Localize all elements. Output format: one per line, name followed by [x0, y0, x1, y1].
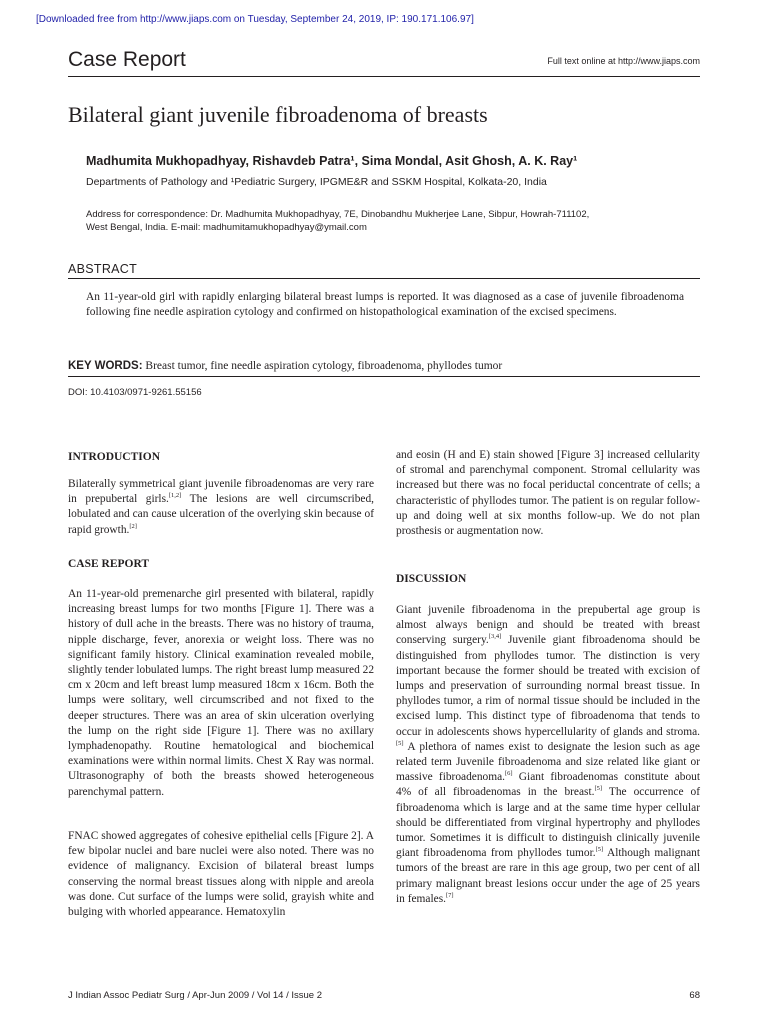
citation[interactable]: [1,2] [168, 492, 182, 500]
discussion-text: A plethora of names exist to designate the lesion such as age related term Juvenile fibroadenoma and size related like giant or massive fibroadenoma. [396, 740, 700, 784]
page-number: 68 [689, 990, 700, 1001]
introduction-paragraph [68, 477, 374, 538]
download-notice: [Downloaded free from http://www.jiaps.com on Tuesday, September 24, 2019, IP: 190.171.106.97] [36, 14, 474, 25]
citation[interactable]: [5] [594, 785, 603, 793]
abstract-heading: ABSTRACT [68, 262, 138, 276]
intro-text-2: The lesions are well circumscribed, lobulated and can cause ulceration of the overlying skin because of rapid growth. [68, 493, 374, 536]
case-paragraph-3: and eosin (H and E) stain showed [Figure 3] increased cellularity of stromal and parenchymal component. Stromal cellularity was increased but there was no focal periductal concentrate of cells; a characteristic of phyllodes tumor. The patient is on regular follow-up and doing well at six months follow-up. We do not plan prosthesis or augmentation now. [396, 449, 700, 538]
address-line-1: Address for correspondence: Dr. Madhumita Mukhopadhyay, 7E, Dinobandhu Mukherjee Lane, Sibpur, Howrah-711102, [86, 209, 590, 220]
citation[interactable]: [5] [595, 846, 604, 854]
affiliation: Departments of Pathology and ¹Pediatric Surgery, IPGME&R and SSKM Hospital, Kolkata-20, India [86, 176, 547, 188]
citation[interactable]: [3,4] [488, 633, 502, 641]
discussion-text: The occurrence of fibroadenoma which is large and at the same time hyper cellular should be differentiated from virginal hypertrophy and phyllodes tumor. Sometimes it is difficult to distinguish clinically juvenile giant fibroadenoma from phyllodes tumor. [396, 786, 700, 860]
doi: DOI: 10.4103/0971-9261.55156 [68, 387, 202, 398]
article-title: Bilateral giant juvenile fibroadenoma of breasts [68, 102, 488, 127]
discussion-text: Giant fibroadenomas constitute about 4% of all fibroadenomas in the breast. [396, 771, 701, 799]
keywords [68, 360, 502, 372]
citation[interactable]: [6] [505, 770, 513, 778]
discussion-heading: DISCUSSION [396, 573, 467, 585]
abstract-text: An 11-year-old girl with rapidly enlarging bilateral breast lumps is reported. It was diagnosed as a case of juvenile fibroadenoma following fine needle aspiration cytology and confirmed on histopathological examination of the excised specimens. [86, 291, 684, 319]
discussion-text: Giant juvenile fibroadenoma in the prepubertal age group is almost always benign and should be treated with breast conserving surgery. [396, 604, 700, 647]
keywords-label: KEY WORDS: [68, 360, 143, 372]
citation[interactable]: [2] [129, 522, 137, 530]
header-rule [68, 76, 700, 77]
discussion-paragraph [396, 603, 700, 907]
case-report-heading: CASE REPORT [68, 558, 150, 570]
case-paragraph-2: FNAC showed aggregates of cohesive epithelial cells [Figure 2]. A few bipolar nuclei and bare nuclei were also noted. There was no evidence of malignancy. Excision of bilateral breast lumps conserving the normal breast tissues along with nipple and areola was done. Cut surface of the lumps were solid, grayish white and bulging with whorled appearance. Hematoxylin [68, 830, 374, 919]
citation[interactable]: [7] [445, 892, 454, 900]
address-line-2: West Bengal, India. E-mail: madhumitamukhopadhyay@ymail.com [86, 222, 367, 233]
keywords-rule [68, 376, 700, 377]
fulltext-link[interactable]: Full text online at http://www.jiaps.com [547, 56, 700, 66]
author-list: Madhumita Mukhopadhyay, Rishavdeb Patra¹, Sima Mondal, Asit Ghosh, A. K. Ray¹ [86, 154, 578, 168]
intro-text-1: Bilaterally symmetrical giant juvenile fibroadenomas are very rare in prepubertal girls. [68, 478, 374, 506]
abstract-rule [68, 278, 700, 279]
correspondence-address [86, 208, 686, 234]
footer-journal: J Indian Assoc Pediatr Surg / Apr-Jun 2009 / Vol 14 / Issue 2 [68, 990, 323, 1001]
citation[interactable]: [5] [396, 740, 404, 748]
discussion-text: Juvenile giant fibroadenoma should be distinguished from phyllodes tumor. The distinction is very important because the former should be treated with excision of lumps and preservation of surrounding normal breast tissue. In phyllodes tumor, a rim of normal tissue should be included in the excised lump. This distinct type of fibroadenoma that tends to occur in adolescents shows hypercellularity of glands and stroma. [396, 634, 701, 738]
article-type: Case Report [68, 48, 186, 71]
discussion-text: Although malignant tumors of the breast are rare in this age group, two per cent of all primary malignant breast lesions occur under the age of 25 years in females. [396, 847, 700, 905]
introduction-heading: INTRODUCTION [68, 451, 161, 463]
case-paragraph-1: An 11-year-old premenarche girl presented with bilateral, rapidly increasing breast lumps for two months [Figure 1]. There was a history of dull ache in the breasts. There was no history of trauma, nipple discharge, fever, anorexia or weight loss. There was no significant family history. Clinical examination revealed mobile, slightly tender lobulated lumps. The right breast lump measured 22 cm x 20cm and left breast lump measured 18cm x 16cm. Both the lumps were solitary, well circumscribed and not fixed to the deeper structures. There was an area of skin ulceration overlying the lump on the right side [Figure 1]. There was no axillary lymphadenopathy. Routine hematological and biochemical examinations were within normal limits. Chest X Ray was normal. Ultrasonography of both the breasts showed heterogeneous parenchymal pattern. [68, 588, 375, 798]
keywords-text: Breast tumor, fine needle aspiration cytology, fibroadenoma, phyllodes tumor [145, 360, 503, 372]
